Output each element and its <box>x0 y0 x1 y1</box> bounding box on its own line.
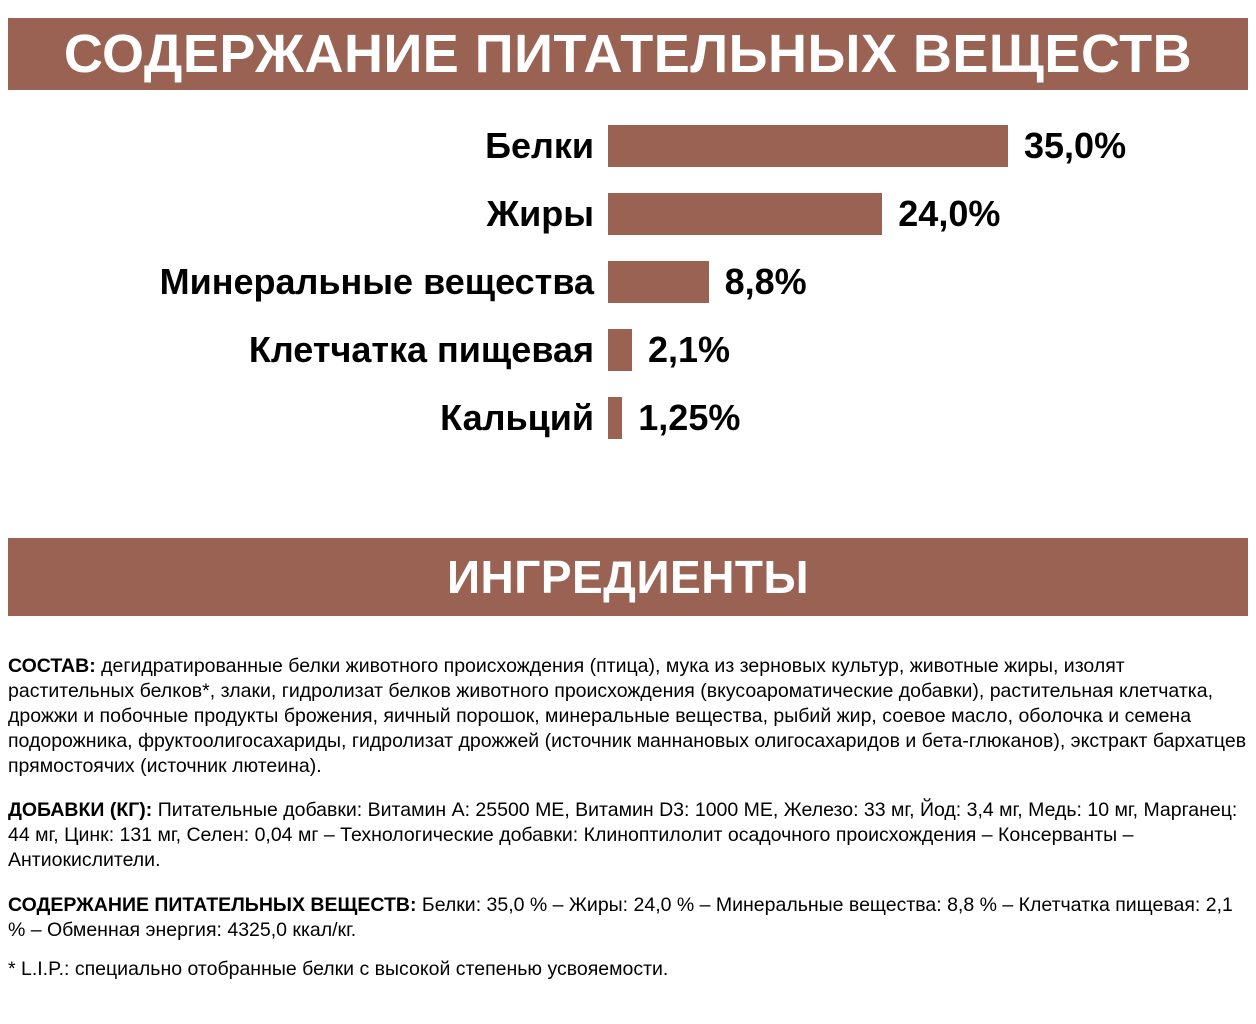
chart-bar-wrap <box>608 180 1248 248</box>
chart-bar-wrap <box>608 112 1248 180</box>
chart-bar <box>608 125 1008 167</box>
chart-value-label: 1,25% <box>638 397 741 438</box>
nutrients-bar-chart <box>8 112 1248 512</box>
chart-row <box>8 248 1248 316</box>
composition-paragraph <box>8 654 1248 779</box>
chart-bar <box>608 397 622 439</box>
chart-bar-wrap <box>608 248 1248 316</box>
analysis-body: Белки: 35,0 % – Жиры: 24,0 % – Минеральные вещества: 8,8 % – Клетчатка пищевая: 2,1 % – Обменная энергия: 4325,0 ккал/кг. <box>8 893 1233 941</box>
chart-bar <box>608 329 632 371</box>
additives-lead: ДОБАВКИ (КГ): <box>8 799 153 821</box>
chart-value-label: 35,0% <box>1024 125 1127 166</box>
chart-value-label: 8,8% <box>724 261 807 302</box>
chart-category-label: Минеральные вещества <box>159 261 594 302</box>
chart-bar <box>608 193 882 235</box>
chart-category-label: Кальций <box>440 397 594 438</box>
chart-value-label: 24,0% <box>898 193 1001 234</box>
additives-paragraph <box>8 798 1248 873</box>
chart-bar <box>608 261 709 303</box>
chart-category-label: Жиры <box>486 193 594 234</box>
chart-value-label: 2,1% <box>648 329 731 370</box>
chart-row <box>8 112 1248 180</box>
chart-row <box>8 384 1248 452</box>
chart-bar-wrap <box>608 384 1248 452</box>
nutrients-section-header: СОДЕРЖАНИЕ ПИТАТЕЛЬНЫХ ВЕЩЕСТВ <box>8 18 1248 90</box>
chart-row <box>8 316 1248 384</box>
footnote: * L.I.P.: специально отобранные белки с высокой степенью усвояемости. <box>8 957 669 980</box>
composition-body: дегидратированные белки животного происхождения (птица), мука из зерновых культур, животные жиры, изолят растительных белков*, злаки, гидролизат белков животного происхождения (вкусоароматические добавки), растительная клетчатка, дрожжи и побочные продукты брожения, яичный порошок, минеральные вещества, рыбий жир, соевое масло, оболочка и семена подорожника, фруктоолигосахариды, гидролизат дрожжей (источник маннановых олигосахаридов и бета-глюканов), экстракт бархатцев прямостоячих (источник лютеина). <box>8 654 1247 777</box>
chart-row <box>8 180 1248 248</box>
chart-bar-wrap <box>608 316 1248 384</box>
chart-category-label: Клетчатка пищевая <box>248 329 594 370</box>
analysis-paragraph <box>8 893 1248 943</box>
ingredients-text-block <box>8 634 1248 1001</box>
ingredients-section-header: ИНГРЕДИЕНТЫ <box>8 538 1248 616</box>
analysis-lead: СОДЕРЖАНИЕ ПИТАТЕЛЬНЫХ ВЕЩЕСТВ: <box>8 893 417 916</box>
additives-body: Питательные добавки: Витамин А: 25500 МЕ, Витамин D3: 1000 МЕ, Железо: 33 мг, Йод: 3,4 мг, Медь: 10 мг, Марганец: 44 мг, Цинк: 131 мг, Селен: 0,04 мг – Технологические добавки: Клиноптилолит осадочного происхождения – Консерванты – Антиокислители. <box>8 799 1238 871</box>
chart-category-label: Белки <box>485 125 594 166</box>
composition-lead: СОСТАВ: <box>8 654 96 677</box>
